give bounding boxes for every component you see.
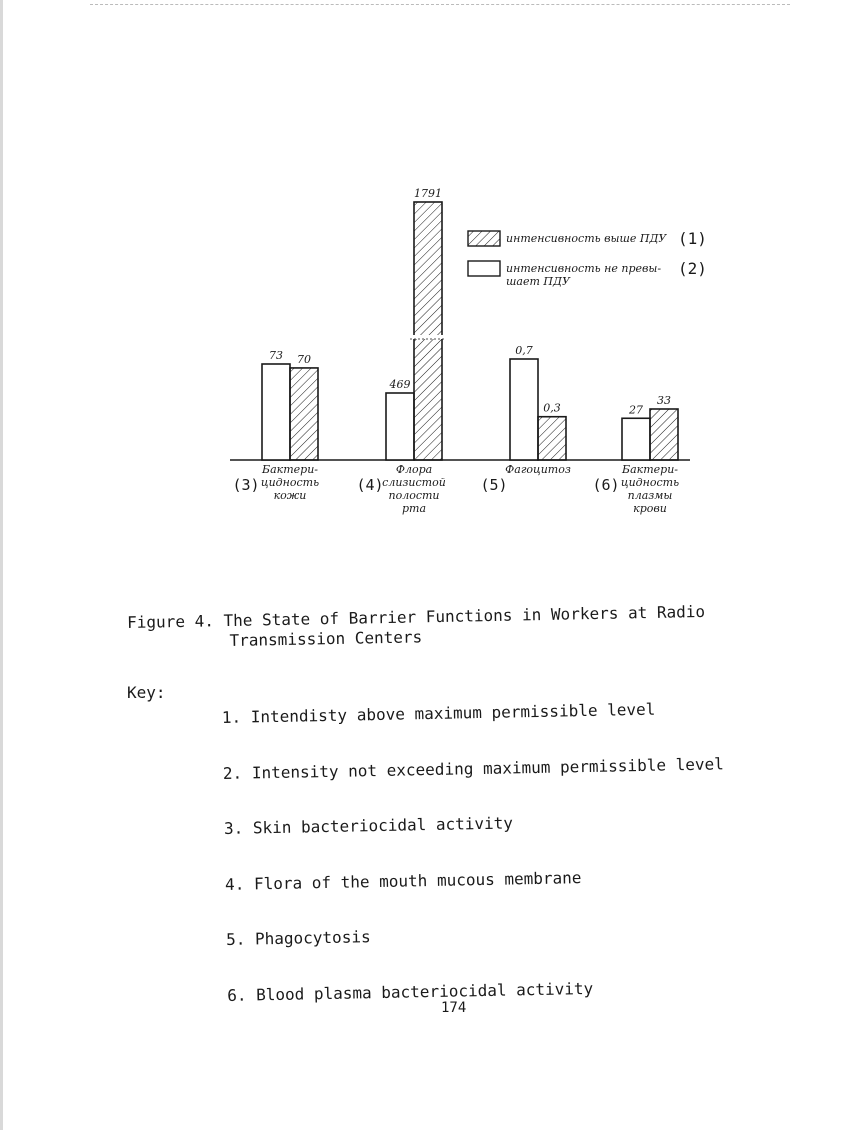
bar	[650, 409, 678, 460]
category-label: Фагоцитоз	[505, 463, 571, 476]
category-marker: (3)	[232, 476, 260, 494]
category-marker: (5)	[480, 476, 508, 494]
key-item: 1. Intendisty above maximum permissible level	[221, 699, 656, 727]
caption-line-2: Transmission Centers	[229, 627, 423, 651]
caption-line-1: Figure 4. The State of Barrier Functions in Workers at Radio	[127, 601, 706, 632]
key-list	[221, 662, 729, 1023]
bar	[386, 393, 414, 460]
bar	[538, 417, 566, 460]
category-marker: (6)	[592, 476, 620, 494]
bar-value-label: 0,7	[515, 344, 533, 357]
key-item: 3. Skin bacteriocidal activity	[223, 813, 514, 838]
legend-marker: (2)	[678, 259, 707, 278]
bar	[262, 364, 290, 460]
bar	[414, 202, 442, 460]
key-label: Key:	[127, 683, 166, 702]
bar	[510, 359, 538, 460]
bar-value-label: 1791	[414, 187, 442, 200]
bar-value-label: 0,3	[543, 401, 561, 415]
figure-caption	[127, 602, 706, 653]
key-item: 5. Phagocytosis	[225, 927, 371, 949]
legend-label: интенсивность выше ПДУ	[506, 232, 667, 245]
page-number: 174	[441, 1000, 467, 1016]
bar-value-label: 469	[389, 378, 411, 391]
key-item: 4. Flora of the mouth mucous membrane	[224, 867, 582, 894]
category-label: Флора слизистой полости рта	[382, 463, 446, 515]
legend-swatch	[468, 231, 500, 246]
bar	[622, 418, 650, 460]
legend-label: интенсивность не превы-шает ПДУ	[506, 262, 662, 288]
legend-marker: (1)	[678, 229, 707, 248]
key-item: 2. Intensity not exceeding maximum permissible level	[222, 753, 724, 783]
category-label: Бактери-цидность плазмы крови	[620, 463, 680, 515]
bar-value-label: 73	[269, 349, 283, 362]
category-marker: (4)	[356, 476, 384, 494]
bar-value-label: 70	[297, 352, 311, 366]
bar-value-label: 27	[629, 403, 643, 417]
legend-swatch	[468, 261, 500, 276]
category-label: Бактери-цидность кожи	[260, 463, 320, 502]
key-item: 6. Blood plasma bacteriocidal activity	[227, 978, 594, 1005]
bar	[290, 368, 318, 460]
bar-value-label: 33	[657, 394, 671, 407]
